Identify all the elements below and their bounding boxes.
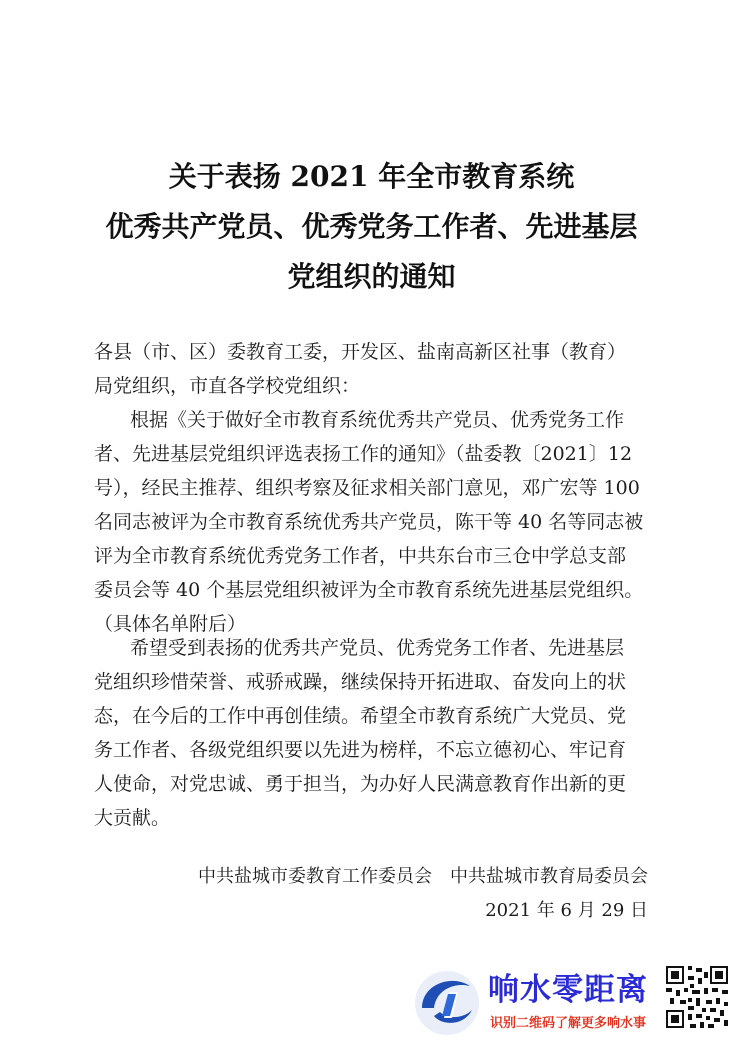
paragraph-2-line-3: 态，在今后的工作中再创佳绩。希望全市教育系统广大党员、党 — [94, 705, 627, 727]
watermark-banner — [412, 962, 734, 1042]
paragraph-2-line-4: 务工作者、各级党组织要以先进为榜样，不忘立德初心、牢记育 — [94, 739, 627, 761]
title-line-3: 党组织的通知 — [287, 260, 456, 293]
paragraph-2-line-1: 希望受到表扬的优秀共产党员、优秀党务工作者、先进基层 — [130, 637, 625, 659]
document-title — [0, 152, 743, 302]
paragraph-1-line-2: 者、先进基层党组织评选表扬工作的通知》（盐委教〔2021〕12 — [94, 443, 633, 465]
paragraph-1-line-4: 名同志被评为全市教育系统优秀共产党员，陈干等 40 名等同志被 — [94, 511, 644, 533]
recipient-line-1: 各县（市、区）委教育工委，开发区、盐南高新区社事（教育） — [94, 341, 627, 363]
recipient-line-2: 局党组织，市直各学校党组织： — [94, 375, 361, 397]
signature: 中共盐城市委教育工作委员会 中共盐城市教育局委员会 — [198, 866, 648, 887]
paragraph-1-line-5: 评为全市教育系统优秀党务工作者，中共东台市三仓中学总支部 — [94, 545, 627, 567]
paragraph-2-line-5: 人使命，对党忠诚、勇于担当，为办好人民满意教育作出新的更 — [94, 773, 627, 795]
title-line-1: 关于表扬 2021 年全市教育系统 — [168, 160, 575, 193]
paragraph-1-line-3: 号），经民主推荐、组织考察及征求相关部门意见，邓广宏等 100 — [94, 477, 640, 499]
watermark-brand: 响水零距离 — [488, 972, 648, 1008]
paragraph-1-line-6: 委员会等 40 个基层党组织被评为全市教育系统先进基层党组织。 — [94, 579, 644, 601]
document-date: 2021 年 6 月 29 日 — [485, 900, 648, 921]
paragraph-2-line-6: 大贡献。 — [94, 807, 171, 829]
watermark-tagline: 识别二维码了解更多响水事 — [490, 1016, 647, 1031]
paragraph-2-line-2: 党组织珍惜荣誉、戒骄戒躁，继续保持开拓进取、奋发向上的状 — [94, 671, 627, 693]
qr-code-icon — [664, 964, 730, 1030]
paragraph-1-line-7: （具体名单附后） — [94, 613, 247, 635]
title-line-2: 优秀共产党员、优秀党务工作者、先进基层 — [105, 210, 638, 243]
paragraph-1-line-1: 根据《关于做好全市教育系统优秀共产党员、优秀党务工作 — [130, 409, 625, 431]
logo-icon — [412, 968, 482, 1038]
